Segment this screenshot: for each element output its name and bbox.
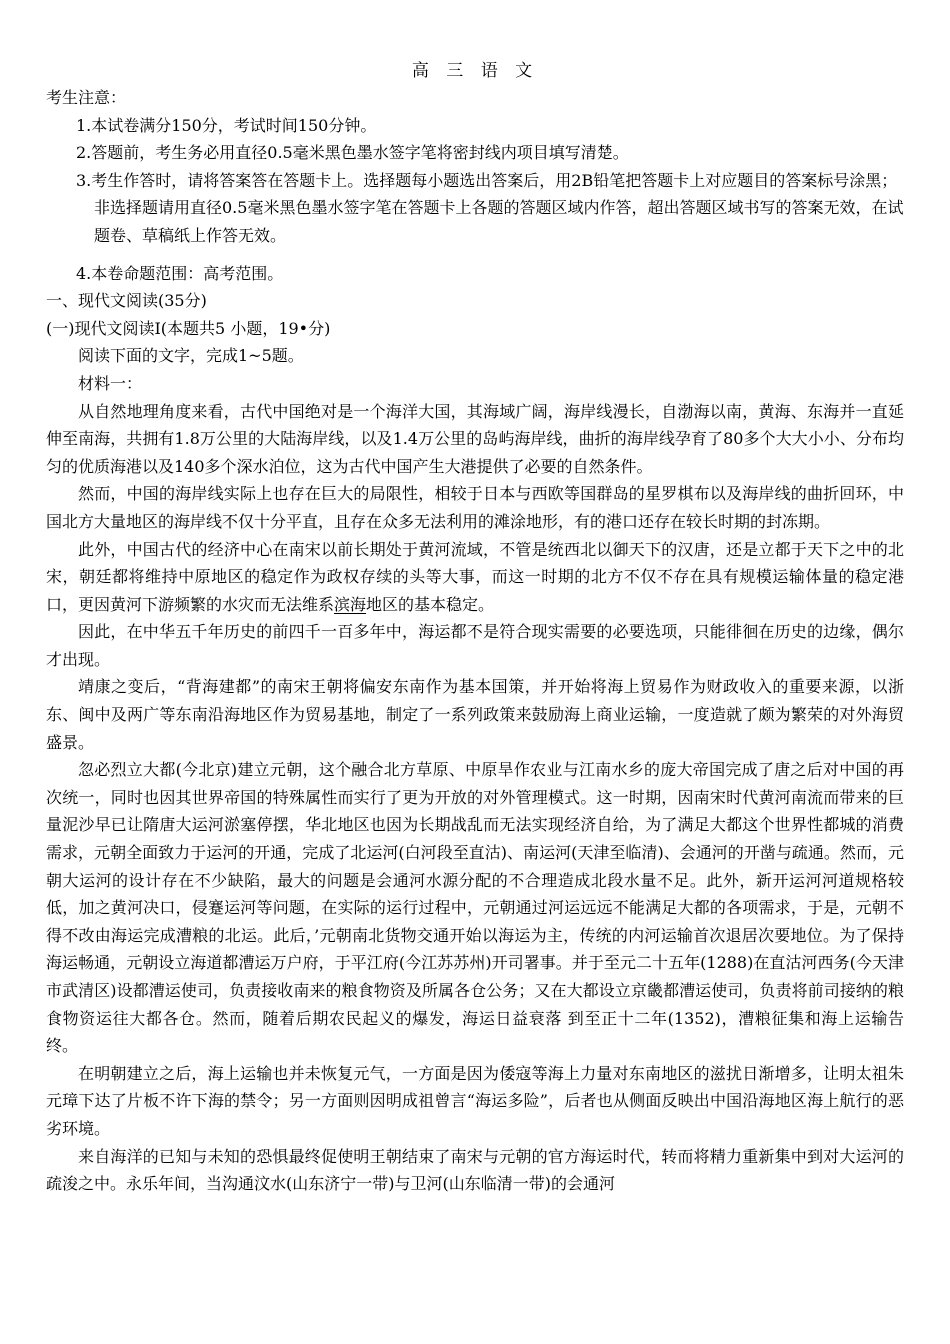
notice-list (46, 112, 904, 288)
paragraph-3-after: 地区的基本稳定。 (366, 594, 495, 614)
notice-item-1: 1.本试卷满分150分，考试时间150分钟。 (76, 115, 377, 135)
section-subheading: (一)现代文阅读Ⅰ(本题共5 小题，19•分) (46, 318, 331, 338)
paragraph-5: 靖康之变后，“背海建都”的南宋王朝将偏安东南作为基本国策，并开始将海上贸易作为财政收入的重要来源，以浙东、闽中及两广等东南沿海地区作为贸易基地，制定了一系列政策来鼓励海上商业运输，一度造就了颇为繁荣的对外海贸盛景。 (46, 677, 904, 752)
paragraph-4: 因此，在中华五千年历史的前四千一百多年中，海运都不是符合现实需要的必要选项，只能徘徊在历史的边缘，偶尔才出现。 (46, 622, 904, 669)
paragraph-6: 忽必烈立大都(今北京)建立元朝，这个融合北方草原、中原旱作农业与江南水乡的庞大帝国完成了唐之后对中国的再次统一，同时也因其世界帝国的特殊属性而实行了更为开放的对外管理模式。这一时期，因南宋时代黄河南流而带来的巨量泥沙早已让隋唐大运河淤塞停摆，华北地区也因为长期战乱而无法实现经济自给，为了满足大都这个世界性都城的消费需求，元朝全面致力于运河的开通，完成了北运河(白河段至直沽)、南运河(天津至临清)、会通河的开凿与疏通。然而，元朝大运河的设计存在不少缺陷，最大的问题是会通河水源分配的不合理造成北段水量不足。此外，新开运河河道规格较低，加之黄河决口，侵蹇运河等问题，在实际的运行过程中，元朝通过河运远远不能满足大都的各项需求，于是，元朝不得不改由海运完成漕粮的北运。此后，’元朝南北货物交通开始以海运为主，传统的内河运输首次退居次要地位。为了保持海运畅通，元朝设立海道都漕运万户府，于平江府(今江苏苏州)开司署事。并于至元二十五年(1288)在直沽河西务(今天津市武清区)设都漕运使司，负责接收南来的粮食物资及所属各仓公务；又在大都设立京畿都漕运使司，负责将前司接纳的粮食物资运往大都各仓。然而，随着后期农民起义的爆发，海运日益衰落 到至正十二年(1352)，漕粮征集和海上运输告终。 (46, 760, 904, 1056)
notice-item-2: 2.答题前，考生务必用直径0.5毫米黑色墨水签字笔将密封线内项目填写清楚。 (76, 143, 629, 163)
notice-item-4: 4.本卷命题范围：高考范围。 (76, 263, 284, 283)
notice-item-3: 3.考生作答时，请将答案答在答题卡上。选择题每小题选出答案后，用2B铅笔把答题卡上对应题目的答案标号涂黑；非选择题请用直径0.5毫米黑色墨水签字笔在答题卡上各题的答题区域内作答，超出答题区域书写的答案无效，在试题卷、草稿纸上作答无效。 (76, 170, 904, 245)
reading-instruction: 阅读下面的文字，完成1~5题。 (78, 346, 304, 366)
section-heading: 一、现代文阅读(35分) (46, 291, 207, 311)
paragraph-7: 在明朝建立之后，海上运输也并未恢复元气，一方面是因为倭寇等海上力量对东南地区的滋扰日渐增多，让明太祖朱元璋下达了片板不许下海的禁令；另一方面则因明成祖曾言“海运多险”，后者也从侧面反映出中国沿海地区海上航行的恶劣环境。 (46, 1063, 904, 1138)
paragraph-3 (46, 536, 904, 619)
exam-title: 高 三 语 文 (411, 61, 539, 81)
paragraph-2: 然而，中国的海岸线实际上也存在巨大的局限性，相较于日本与西欧等国群岛的星罗棋布以及海岸线的曲折回环，中国北方大量地区的海岸线不仅十分平直，且存在众多无法利用的滩涂地形，有的港口还存在较长时期的封冻期。 (46, 484, 904, 531)
paragraph-1: 从自然地理角度来看，古代中国绝对是一个海洋大国，其海域广阔，海岸线漫长，自渤海以南，黄海、东海并一直延伸至南海，共拥有1.8万公里的大陆海岸线，以及1.4万公里的岛屿海岸线，曲折的海岸线孕育了80多个大大小小、分布均匀的优质海港以及140多个深水泊位，这为古代中国产生大港提供了必要的自然条件。 (46, 401, 904, 476)
paragraph-3-before: 此外，中国古代的经济中心在南宋以前长期处于黄河流域，不管是统西北以御天下的汉唐，还是立都于天下之中的北宋，朝廷都将维持中原地区的稳定作为政权存续的头等大事，而这一时期的北方不仅不存在具有规模运输体量的稳定港口，更因黄河下游频繁的水灾而无法维系 (46, 539, 904, 614)
notice-heading: 考生注意： (46, 88, 127, 107)
material-label: 材料一： (78, 373, 143, 393)
underlined-word: 滨海 (334, 594, 367, 614)
paragraph-8: 来自海洋的已知与未知的恐惧最终促使明王朝结束了南宋与元朝的官方海运时代，转而将精力重新集中到对大运河的疏浚之中。永乐年间，当沟通汶水(山东济宁一带)与卫河(山东临清一带)的会通河 (46, 1146, 904, 1194)
